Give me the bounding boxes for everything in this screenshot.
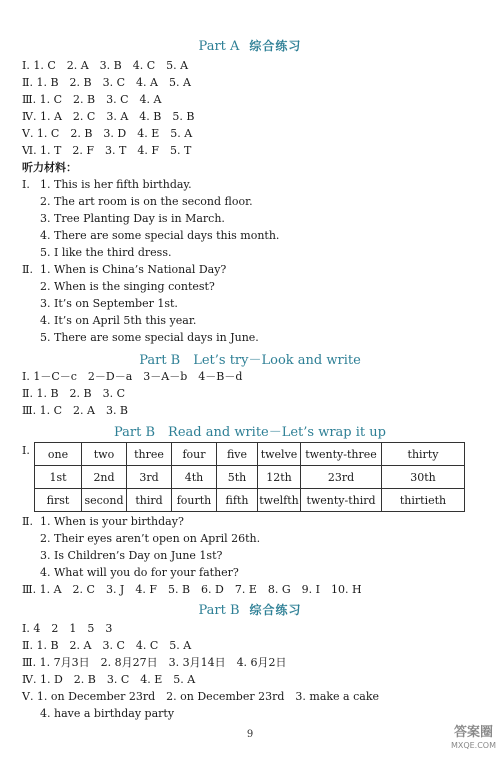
listening-ii-label: Ⅱ. <box>22 263 33 276</box>
table-cell: five <box>217 443 258 466</box>
answer-row: Ⅲ. 1. C 2. B 3. C 4. A <box>22 93 162 106</box>
listening-line: 2. The art room is on the second floor. <box>40 195 253 208</box>
part-a-title-text: Part A <box>198 39 240 54</box>
table-cell: 30th <box>382 466 465 489</box>
table-cell: four <box>172 443 217 466</box>
table-cell: twelfth <box>258 489 301 512</box>
answer-line: 3. Is Children’s Day on June 1st? <box>40 549 223 562</box>
watermark-line2: MXQE.COM <box>450 741 496 750</box>
answer-row: Ⅲ. 1. 7月3日 2. 8月27日 3. 3月14日 4. 6月2日 <box>22 656 287 669</box>
table-cell: twenty-third <box>301 489 382 512</box>
table-cell: thirty <box>382 443 465 466</box>
answer-row: Ⅱ. 1. B 2. A 3. C 4. C 5. A <box>22 639 192 652</box>
table-label: Ⅰ. <box>22 444 30 457</box>
table-row <box>35 443 465 466</box>
answer-row: Ⅰ. 4 2 1 5 3 <box>22 622 113 635</box>
page-number: 9 <box>246 729 254 740</box>
ii-label: Ⅱ. <box>22 515 33 528</box>
table-cell: 23rd <box>301 466 382 489</box>
answer-row: Ⅱ. 1. B 2. B 3. C <box>22 387 126 400</box>
listening-line: 5. There are some special days in June. <box>40 331 259 344</box>
answer-row: Ⅳ. 1. A 2. C 3. A 4. B 5. B <box>22 110 195 123</box>
table-cell: 3rd <box>127 466 172 489</box>
part-a-title <box>0 37 500 54</box>
answer-row: Ⅵ. 1. T 2. F 3. T 4. F 5. T <box>22 144 192 157</box>
table-cell: 2nd <box>82 466 127 489</box>
table-cell: 1st <box>35 466 82 489</box>
answer-row: Ⅰ. 1. C 2. A 3. B 4. C 5. A <box>22 59 189 72</box>
listening-line: 2. When is the singing contest? <box>40 280 215 293</box>
answer-row: Ⅲ. 1. C 2. A 3. B <box>22 404 129 417</box>
watermark-logo <box>451 726 496 752</box>
answer-row: Ⅴ. 1. on December 23rd 2. on December 23rd 3. make a cake <box>22 690 379 703</box>
table-cell: 5th <box>217 466 258 489</box>
table-cell: two <box>82 443 127 466</box>
watermark-line1: 答案圈 <box>453 725 493 740</box>
answer-row: Ⅴ. 1. C 2. B 3. D 4. E 5. A <box>22 127 193 140</box>
table-cell: second <box>82 489 127 512</box>
answer-line: 2. Their eyes aren’t open on April 26th. <box>40 532 261 545</box>
listening-line: 3. Tree Planting Day is in March. <box>40 212 225 225</box>
table-cell: first <box>35 489 82 512</box>
table-cell: twenty-three <box>301 443 382 466</box>
listening-line: 5. I like the third dress. <box>40 246 172 259</box>
listening-line: 1. This is her fifth birthday. <box>40 178 192 191</box>
answer-row: Ⅱ. 1. B 2. B 3. C 4. A 5. A <box>22 76 191 89</box>
table-cell: 12th <box>258 466 301 489</box>
table-cell: three <box>127 443 172 466</box>
part-b-practice-title-cn: 综合练习 <box>249 603 302 617</box>
table-cell: fourth <box>172 489 217 512</box>
listening-line: 4. It’s on April 5th this year. <box>40 314 197 327</box>
listening-line: 3. It’s on September 1st. <box>40 297 178 310</box>
answer-line: 4. have a birthday party <box>40 707 175 720</box>
answer-row: Ⅰ. 1－C－c 2－D－a 3－A－b 4－B－d <box>22 370 243 383</box>
ordinal-table <box>34 442 465 512</box>
listening-line: 4. There are some special days this month. <box>40 229 280 242</box>
listening-heading: 听力材料： <box>22 161 77 174</box>
table-row <box>35 489 465 512</box>
table-cell: fifth <box>217 489 258 512</box>
part-b-practice-title <box>0 601 500 618</box>
listening-i-label: Ⅰ. <box>22 178 30 191</box>
table-cell: 4th <box>172 466 217 489</box>
answer-row: Ⅲ. 1. A 2. C 3. J 4. F 5. B 6. D 7. E 8. G 9. I 10. H <box>22 583 362 596</box>
table-cell: third <box>127 489 172 512</box>
table-cell: twelve <box>258 443 301 466</box>
table-row <box>35 466 465 489</box>
table-cell: thirtieth <box>382 489 465 512</box>
table-cell: one <box>35 443 82 466</box>
part-b-read-title: Part B Read and write－Let’s wrap it up <box>114 425 386 440</box>
answer-line: 1. When is your birthday? <box>40 515 184 528</box>
part-b-practice-title-text: Part B <box>198 603 240 618</box>
answer-line: 4. What will you do for your father? <box>40 566 239 579</box>
listening-line: 1. When is China’s National Day? <box>40 263 227 276</box>
part-b-try-title: Part B Let’s try－Look and write <box>139 353 361 368</box>
answer-row: Ⅳ. 1. D 2. B 3. C 4. E 5. A <box>22 673 196 686</box>
part-a-title-cn: 综合练习 <box>249 39 302 53</box>
